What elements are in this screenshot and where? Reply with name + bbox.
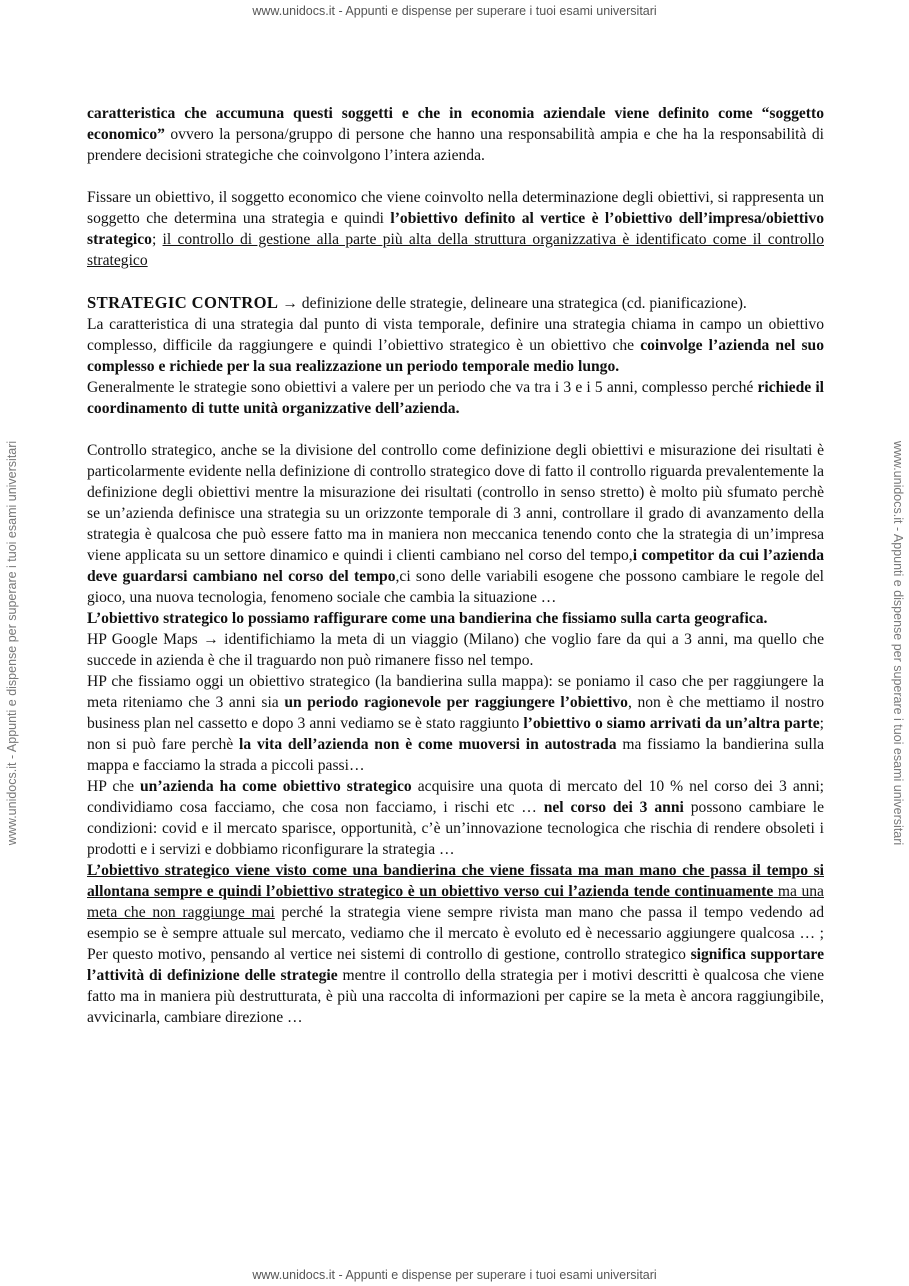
paragraph-soggetto-economico	[87, 103, 824, 166]
paragraph-controllo-strategico	[87, 440, 824, 608]
paragraph-quota-mercato	[87, 776, 824, 860]
bold-text: significa supportare l’attività di definizione delle strategie	[87, 946, 824, 984]
underlined-text: ma una meta che non raggiunge mai	[87, 883, 824, 921]
text: perché la strategia viene sempre rivista man mano che passa il tempo vedendo ad esempio se è sempre attuale sul mercato, vediamo che il mercato è evoluto ed è necessario aggiungere qualcosa … ; Per questo motivo, pensando al vertice nei sistemi di controllo di gestione, controllo strategico	[87, 904, 824, 963]
text: acquisire una quota di mercato del 10 % nel corso dei 3 anni; condividiamo cosa facciamo, che cosa non facciamo, i rischi etc …	[87, 778, 824, 816]
watermark-right: www.unidocs.it - Appunti e dispense per superare i tuoi esami universitari	[891, 440, 905, 846]
bold-text: l’obiettivo definito al vertice è l’obiettivo dell’impresa/obiettivo strategico	[87, 210, 824, 248]
paragraph-bandierina	[87, 608, 824, 629]
section-heading: STRATEGIC CONTROL	[87, 293, 279, 312]
arrow-icon: →	[278, 295, 302, 312]
text: , non è che mettiamo il nostro business plan nel cassetto e dopo 3 anni vediamo se è stato raggiunto	[87, 694, 824, 732]
paragraph-hp-fissiamo	[87, 671, 824, 776]
underlined-text: il controllo di gestione alla parte più alta della struttura organizzativa è identificato come il controllo strategico	[87, 231, 824, 269]
text: Generalmente le strategie sono obiettivi a valere per un periodo che va tra i 3 e i 5 anni, complesso perché	[87, 379, 758, 396]
text: ; non si può fare perchè	[87, 715, 824, 753]
bold-underlined-text: L’obiettivo strategico viene visto come una bandierina che viene fissata ma man mano che passa il tempo si allontana sempre e quindi l’obiettivo strategico è un obiettivo verso cui l’azienda tende continuamente	[87, 862, 824, 900]
text: ma fissiamo la bandierina sulla mappa e facciamo la strada a piccoli passi…	[87, 736, 824, 774]
bold-text: un periodo ragionevole per raggiungere l’obiettivo	[284, 694, 628, 711]
paragraph-strategic-control	[87, 292, 824, 314]
text: HP che fissiamo oggi un obiettivo strategico (la bandierina sulla mappa): se poniamo il caso che per raggiungere la meta riteniamo che 3 anni sia	[87, 673, 824, 711]
watermark-bottom: www.unidocs.it - Appunti e dispense per superare i tuoi esami universitari	[252, 1268, 657, 1282]
bold-text: L’obiettivo strategico lo possiamo raffigurare come una bandierina che fissiamo sulla carta geografica.	[87, 610, 768, 627]
text: HP Google Maps	[87, 631, 198, 648]
text: Fissare un obiettivo, il soggetto economico che viene coinvolto nella determinazione degli obiettivi, si rappresenta un soggetto che determina una strategia e quindi	[87, 189, 824, 227]
bold-text: nel corso dei 3 anni	[543, 799, 684, 816]
text: possono cambiare le condizioni: covid e il mercato sparisce, opportunità, c’è un’innovazione tecnologica che rischia di rendere obsoleti i prodotti e i servizi e dobbiamo riconfigurare la strategia …	[87, 799, 824, 858]
bold-text: la vita dell’azienda non è come muoversi in autostrada	[239, 736, 617, 753]
arrow-icon: →	[197, 631, 225, 648]
text: identifichiamo la meta di un viaggio (Milano) che voglio fare da qui a 3 anni, ma quello che succede in azienda è che il traguardo non può rimanere fisso nel tempo.	[87, 631, 824, 669]
bold-text: un’azienda ha come obiettivo strategico	[140, 778, 412, 795]
paragraph-caratteristica-strategia	[87, 314, 824, 377]
watermark-left: www.unidocs.it - Appunti e dispense per superare i tuoi esami universitari	[5, 440, 19, 846]
text: Controllo strategico, anche se la divisione del controllo come definizione degli obiettivi e misurazione dei risultati è particolarmente evidente nella definizione di controllo strategico dove di fatto il controllo riguarda prevalentemente la definizione degli obiettivi mentre la misurazione dei risultati (controllo in senso stretto) è molto più sfumato perchè se un’azienda definisce una strategia su un orizzonte temporale di 3 anni, controllare il grado di avanzamento della strategia è qualcosa che può essere fatto ma in maniera non meccanica tenendo conto che la strategia di un’impresa viene applicata su un settore dinamico e quindi i clienti cambiano nel corso del tempo,	[87, 442, 824, 564]
watermark-top: www.unidocs.it - Appunti e dispense per superare i tuoi esami universitari	[252, 4, 657, 18]
paragraph-fissare-obiettivo	[87, 187, 824, 271]
text: mentre il controllo della strategia per i motivi descritti è qualcosa che viene fatto ma in maniera più destrutturata, è più una raccolta di informazioni per capire se la meta è ancora raggiungibile, avvicinarla, cambiare direzione …	[87, 967, 825, 1026]
paragraph-generalmente	[87, 377, 824, 419]
text: ;	[151, 231, 163, 248]
bold-text: i competitor da cui l’azienda deve guardarsi cambiano nel corso del tempo	[87, 547, 824, 585]
paragraph-google-maps	[87, 629, 824, 671]
paragraph-obiettivo-bandierina	[87, 860, 824, 1028]
bold-text: coinvolge l’azienda nel suo complesso e richiede per la sua realizzazione un periodo temporale medio lungo.	[87, 337, 824, 375]
text: ,ci sono delle variabili esogene che possono cambiare le regole del gioco, una nuova tecnologia, fenomeno sociale che cambia la situazione …	[87, 568, 824, 606]
document-body	[87, 103, 824, 1028]
text: ovvero la persona/gruppo di persone che hanno una responsabilità ampia e che ha la responsabilità di prendere decisioni strategiche che coinvolgono l’intera azienda.	[87, 126, 824, 164]
text: La caratteristica di una strategia dal punto di vista temporale, definire una strategia chiama in campo un obiettivo complesso, difficile da raggiungere e quindi l’obiettivo strategico è un obiettivo che	[87, 316, 824, 354]
bold-text: caratteristica che accumuna questi soggetti e che in economia aziendale viene definito come “soggetto economico”	[87, 105, 824, 143]
text: definizione delle strategie, delineare una strategica (cd. pianificazione).	[301, 295, 747, 312]
bold-text: richiede il coordinamento di tutte unità organizzative dell’azienda.	[87, 379, 824, 417]
bold-text: l’obiettivo o siamo arrivati da un’altra parte	[523, 715, 820, 732]
text: HP che	[87, 778, 140, 795]
